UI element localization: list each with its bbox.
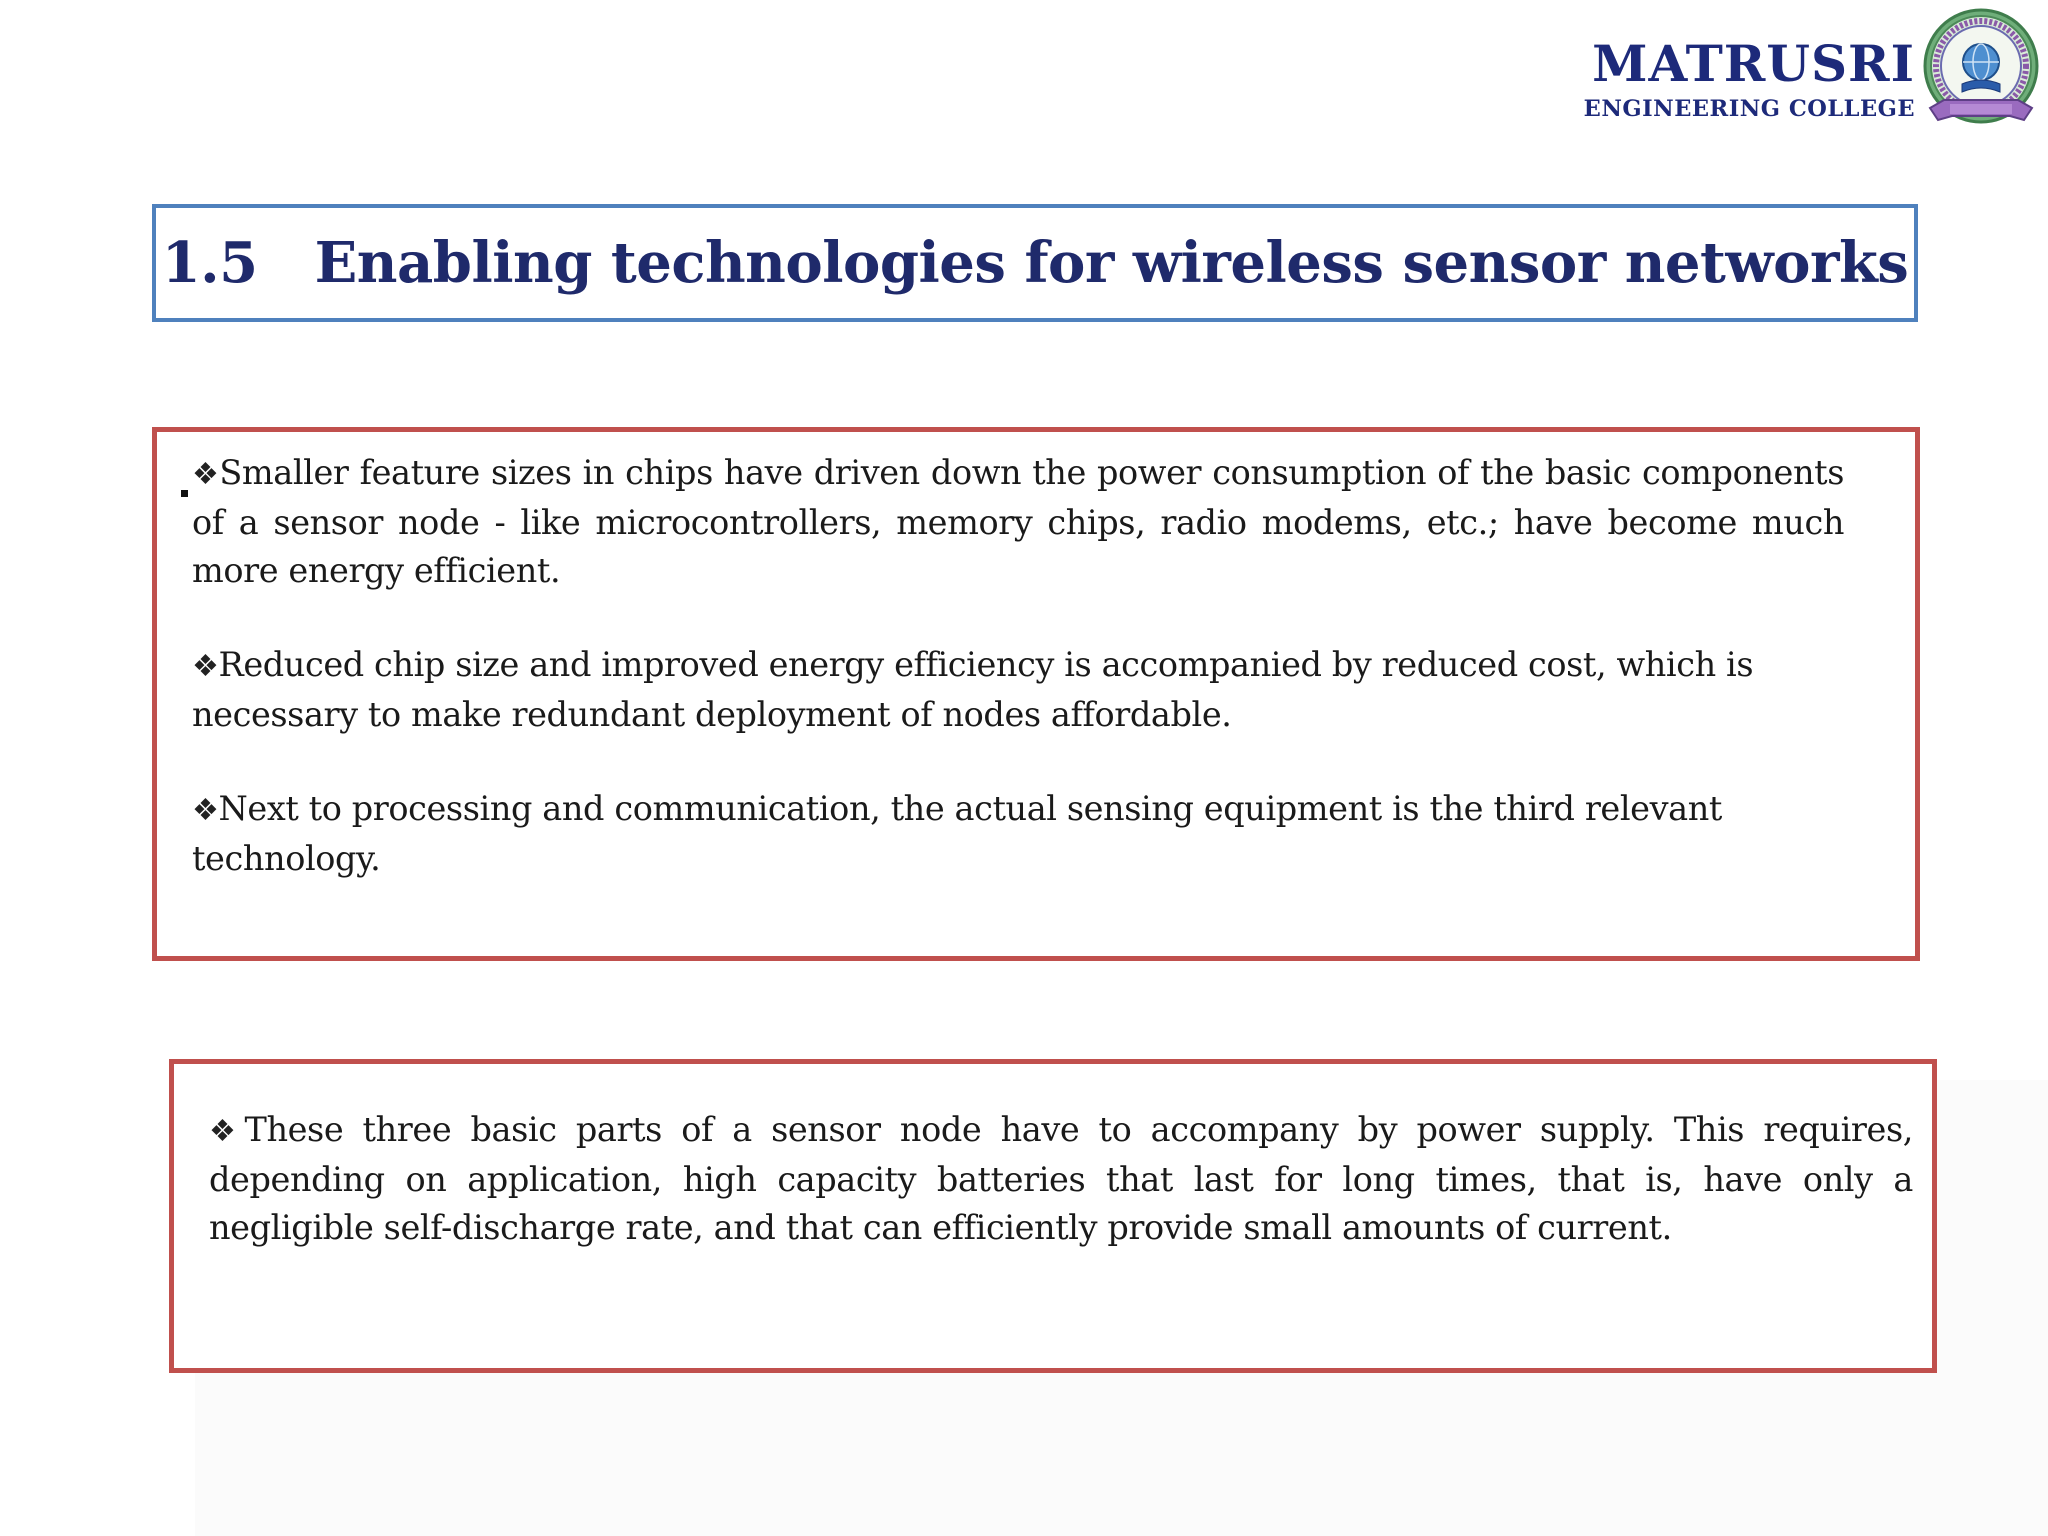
diamond-bullet-icon: ❖ — [192, 457, 220, 492]
bullet-square-icon — [181, 490, 188, 497]
college-logo — [1583, 30, 2048, 150]
paragraph-3 — [192, 785, 1812, 883]
college-crest-emblem-icon — [1920, 4, 2042, 150]
paragraph-3-text: Next to processing and communication, the actual sensing equipment is the third relevant technology. — [192, 789, 1722, 878]
paragraph-1-text: Smaller feature sizes in chips have driven down the power consumption of the basic components of a sensor node - like microcontrollers, memory chips, radio modems, etc.; have become much more energy efficient. — [192, 453, 1844, 590]
diamond-bullet-icon: ❖ — [192, 793, 219, 828]
paragraph-1 — [192, 449, 1844, 595]
diamond-bullet-icon: ❖ — [192, 649, 219, 684]
title-box — [152, 204, 1918, 322]
page-title: 1.5 Enabling technologies for wireless sensor networks — [161, 230, 1909, 296]
logo-subtitle: ENGINEERING COLLEGE — [1583, 96, 1915, 122]
paragraph-4 — [209, 1106, 1913, 1252]
diamond-bullet-icon: ❖ — [209, 1114, 245, 1149]
content-box-1 — [152, 427, 1920, 961]
paragraph-2-text: Reduced chip size and improved energy efficiency is accompanied by reduced cost, which is necessary to make redundant deployment of nodes affordable. — [192, 645, 1754, 734]
content-box-2 — [169, 1059, 1937, 1373]
paragraph-2 — [192, 641, 1844, 739]
logo-name: MATRUSRI — [1592, 34, 1915, 93]
paragraph-4-text: These three basic parts of a sensor node have to accompany by power supply. This requires, depending on application, high capacity batteries that last for long times, that is, have only a negligible self-discharge rate, and that can efficiently provide small amounts of current. — [209, 1110, 1913, 1247]
